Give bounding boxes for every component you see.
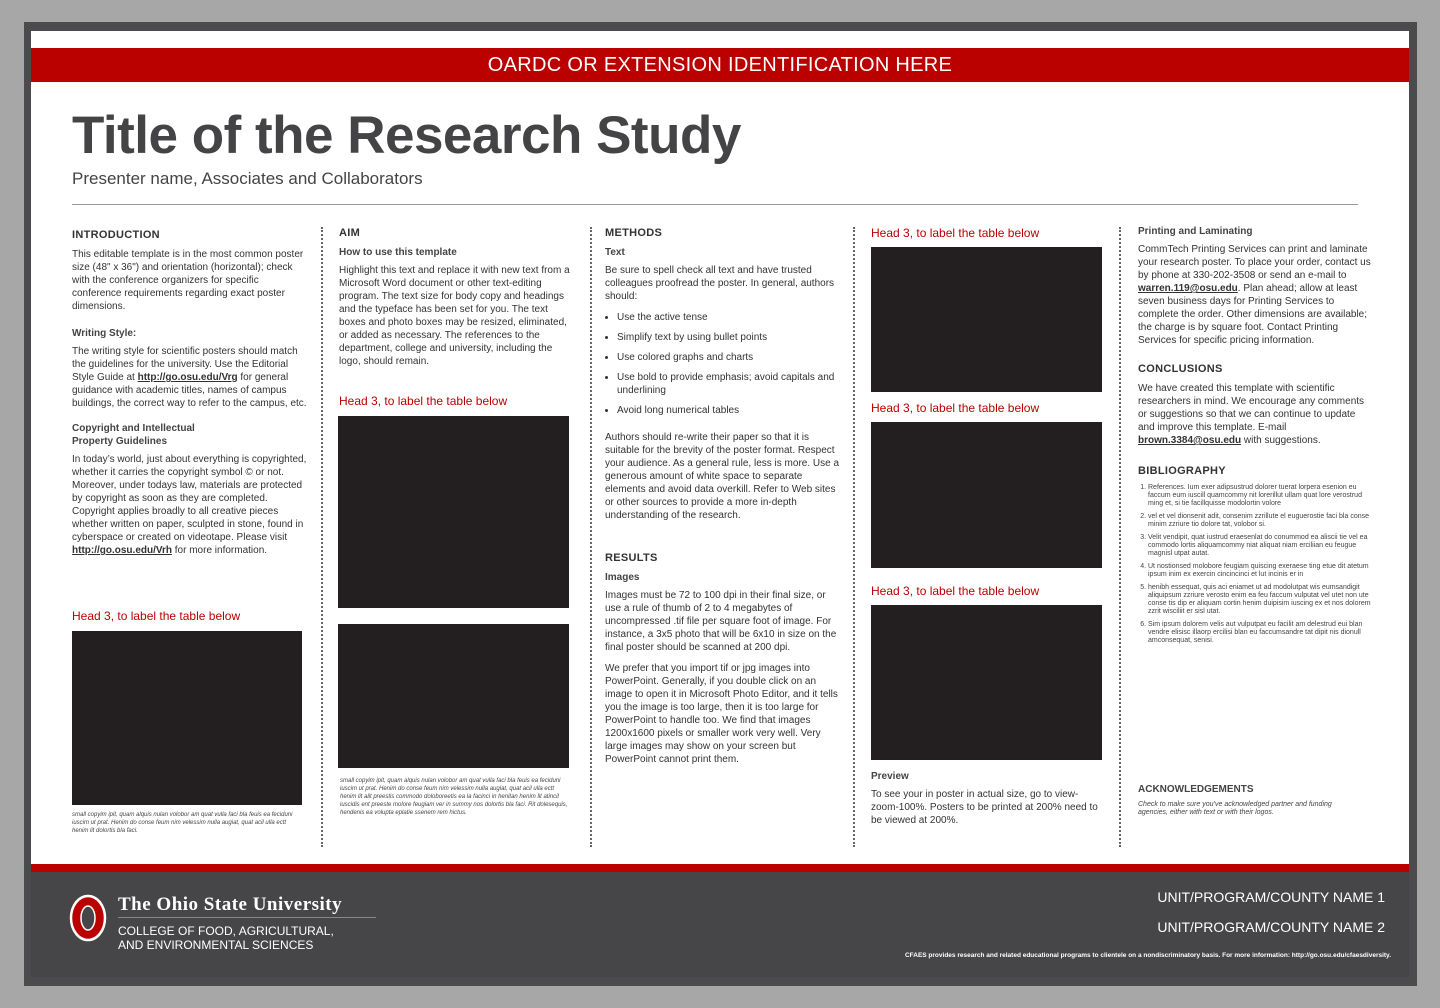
footer-stripe bbox=[31, 864, 1409, 872]
bibliography-list bbox=[1138, 484, 1374, 645]
preview-heading: Preview bbox=[871, 771, 909, 782]
howto-text: Highlight this text and replace it with new text from a Microsoft Word document or other text-editing program. The text size for body copy and headings and the typeface has been set for you. The text boxes and photo boxes may be resized, eliminated, or added as necessary. The references to the department, college and university, including the logo, should remain. bbox=[339, 265, 570, 367]
wordmark-divider bbox=[118, 917, 376, 918]
photo-placeholder-col4-2 bbox=[871, 422, 1102, 568]
table-label-col2: Head 3, to label the table below bbox=[339, 394, 508, 408]
acknowledgements-heading: ACKNOWLEDGEMENTS bbox=[1138, 784, 1254, 795]
unit-name-1: UNIT/PROGRAM/COUNTY NAME 1 bbox=[1157, 889, 1385, 905]
footer bbox=[31, 872, 1409, 977]
table-label-col1: Head 3, to label the table below bbox=[72, 609, 241, 623]
bullet-item: • Use colored graphs and charts bbox=[617, 351, 841, 364]
table-label-col4-2: Head 3, to label the table below bbox=[871, 401, 1040, 415]
results-heading: RESULTS bbox=[605, 552, 658, 564]
college-line-2: AND ENVIRONMENTAL SCIENCES bbox=[118, 938, 314, 952]
unit-name-2: UNIT/PROGRAM/COUNTY NAME 2 bbox=[1157, 919, 1385, 935]
text-subheading: Text bbox=[605, 247, 625, 258]
bibliography-item: 1. References. Ium exer adipsustrud dolorer tuerat lorpera esenion eu faccum eum iuscill quamcommy nit lorerillut ullam quat lore verostrud ming et, si tie facillquisse modolortin volore bbox=[1148, 484, 1374, 508]
poster bbox=[31, 31, 1409, 977]
photo-placeholder-col2-bottom bbox=[338, 624, 569, 768]
bullet-item: • Simplify text by using bullet points bbox=[617, 331, 841, 344]
images-text: Images must be 72 to 100 dpi in their final size, or use a rule of thumb of 2 to 4 megabytes of uncompressed .tif file per square foot of image. For instance, a 3x5 photo that will be 6x10 in size on the final poster should be scanned at 200 dpi. bbox=[605, 590, 837, 653]
column-separator bbox=[590, 227, 592, 847]
copyright-link[interactable]: http://go.osu.edu/Vrh bbox=[72, 545, 172, 556]
intro-heading: INTRODUCTION bbox=[72, 229, 160, 241]
photo-placeholder-col4-3 bbox=[871, 605, 1102, 760]
bullet-item: • Use the active tense bbox=[617, 311, 841, 324]
aim-heading: AIM bbox=[339, 227, 361, 239]
bibliography-item: 6. Sim ipsum dolorem velis aut vulputpat eu facilit am delestrud eui blan vendre elisisc illaorp ercilisi blan eu faccumsandre tat dipit nis dionull amconsequat, senisi. bbox=[1148, 621, 1374, 645]
writing-style-text: The writing style for scientific posters should match the guidelines for the university. Use the Editorial Style Guide at http://go.osu.edu/Vrg for general guidance with academic titles, names of campus buildings, the correct way to refer to the campus, etc. bbox=[72, 346, 307, 409]
printing-text: CommTech Printing Services can print and laminate your research poster. To place your order, contact us by phone at 330-202-3508 or send an e-mail to warren.119@osu.edu. Plan ahead; allow at least seven business days for Printing Services to complete the order. Other dimensions are available; the charge is by square foot. Contact Printing Services for specific pricing information. bbox=[1138, 244, 1371, 346]
preview-block bbox=[871, 770, 1103, 835]
presenter-line: Presenter name, Associates and Collaborators bbox=[72, 169, 423, 188]
conclusions-heading: CONCLUSIONS bbox=[1138, 363, 1223, 375]
copyright-text: In today’s world, just about everything is copyrighted, whether it carries the copyright symbol © or not. Moreover, under todays law, materials are protected by copyright as soon as they are completed. Copyright applies broadly to all creative pieces whether written on paper, sculpted in stone, found in cyberspace or created on videotape. Please visit http://go.osu.edu/Vrh for more information. bbox=[72, 454, 307, 556]
photo-caption-col1: small copyim ipit, quam alquis nulan volobor am quat vulla faci bla feuis ea feciduni iuscim ut prat. Henim do conse feum nim velessim nulla augiat, quat acil ulla ectt henim lit dolortis bla faci. bbox=[72, 812, 293, 834]
acknowledgements-block bbox=[1138, 783, 1338, 817]
howto-heading: How to use this template bbox=[339, 247, 457, 258]
nondiscrimination-note: CFAES provides research and related educational programs to clientele on a nondiscriminatory basis. For more information: http://go.osu.edu/cfaesdiversity. bbox=[904, 952, 1391, 959]
identification-band: OARDC OR EXTENSION IDENTIFICATION HERE bbox=[31, 48, 1409, 82]
column-separator bbox=[853, 227, 855, 847]
images-subheading: Images bbox=[605, 572, 640, 583]
preview-text: To see your in poster in actual size, go to view-zoom-100%. Posters to be printed at 200% need to be viewed at 200%. bbox=[871, 789, 1098, 826]
column-separator bbox=[321, 227, 323, 847]
bullet-item: • Use bold to provide emphasis; avoid capitals and underlining bbox=[617, 371, 841, 397]
methods-intro: Be sure to spell check all text and have trusted colleagues proofread the poster. In general, authors should: bbox=[605, 265, 835, 302]
bibliography-item: 2. vel et vel dionsenit adit, consenim zzrillute el euguerostie faci bla conse minim zzriure tio dolore tat, volobor si. bbox=[1148, 513, 1374, 529]
printing-heading: Printing and Laminating bbox=[1138, 226, 1253, 237]
methods-outro: Authors should re-write their paper so that it is suitable for the brevity of the poster format. Respect your audience. As a general rule, less is more. Use a generous amount of white space to separate elements and avoid data overkill. Refer to Web sites or other sources to provide a more in-depth understanding of the research. bbox=[605, 432, 840, 521]
conclusions-email-link[interactable]: brown.3384@osu.edu bbox=[1138, 435, 1242, 446]
methods-heading: METHODS bbox=[605, 227, 663, 239]
bibliography-item: 4. Ut nostionsed molobore feugiam quiscing exeraese ting etue dit atetum ipsum inim ex exercin cincincinci et lut incinis er in bbox=[1148, 563, 1374, 579]
intro-text: This editable template is in the most common poster size (48" x 36") and orientation (horizontal); check with the conference organizers for specific conference requirements regarding exact poster dimensions. bbox=[72, 249, 304, 312]
bullet-item: • Avoid long numerical tables bbox=[617, 404, 841, 417]
methods-bullet-list bbox=[605, 311, 841, 417]
college-name bbox=[118, 924, 334, 952]
column-introduction bbox=[72, 229, 310, 565]
copyright-heading: Copyright and Intellectual Property Guidelines bbox=[72, 423, 195, 447]
photo-placeholder-col4-1 bbox=[871, 247, 1102, 392]
style-guide-link[interactable]: http://go.osu.edu/Vrg bbox=[137, 372, 238, 383]
college-line-1: COLLEGE OF FOOD, AGRICULTURAL, bbox=[118, 924, 334, 938]
column-methods bbox=[605, 227, 841, 774]
photo-placeholder-col1 bbox=[72, 631, 302, 805]
table-label-col4-1: Head 3, to label the table below bbox=[871, 226, 1040, 240]
table-label-col4-3: Head 3, to label the table below bbox=[871, 584, 1040, 598]
images-text-2: We prefer that you import tif or jpg images into PowerPoint. Generally, if you double click on an image to open it in Microsoft Photo Editor, and it tells you the image is too large, then it is too large for PowerPoint to handle too. We find that images 1200x1600 pixels or smaller work very well. Very large images may show on your screen but PowerPoint cannot print them. bbox=[605, 663, 838, 765]
photo-caption-col2: small copyim ipit, quam alquis nulan volobor am quat vulla faci bla feuis ea feciduni iuscim ut prat. Henim do conse feum nim velessim nulla augiat, quat acil ulla ectt henim lit alit preestis commodo doloboreetis ea la facinci in henitan henim lit atincil iuscidis ent preeste molore feugiam ver in summy nos dolortis bla faci. Rit dolesequis, hendenis ea volupta eplatie ssenem rem hictus. bbox=[340, 778, 568, 816]
bibliography-item: 5. henibh essequat, quis aci eniamet ut ad modolutpat wis eumsandigit aliquipsum zzriure verosto enim ea feu faccum vulputat vel utet non ute conse tis dip er aliquam cortin henim duipisim iuscing ex et nos dolorem zzrit wisciliit er sisl utat. bbox=[1148, 584, 1374, 616]
printing-email-link[interactable]: warren.119@osu.edu bbox=[1138, 283, 1238, 294]
column-separator bbox=[1119, 227, 1121, 847]
column-conclusions bbox=[1138, 225, 1374, 650]
photo-placeholder-col2-top bbox=[338, 416, 569, 608]
poster-title: Title of the Research Study bbox=[72, 106, 741, 165]
writing-style-heading: Writing Style: bbox=[72, 328, 137, 339]
bibliography-item: 3. Velit vendipit, quat iustrud eraesenlat do conummod ea aliscii tie vel ea commodo lortis aliquamcommy niat aliquat niam erciliian eu feugue magnisl utpat autat. bbox=[1148, 534, 1374, 558]
university-wordmark: The Ohio State University bbox=[118, 894, 343, 915]
block-o-logo-icon bbox=[69, 894, 107, 942]
acknowledgements-text: Check to make sure you’ve acknowledged partner and funding agencies, either with text or with their logos. bbox=[1138, 801, 1332, 816]
column-aim bbox=[339, 227, 575, 376]
bibliography-heading: BIBLIOGRAPHY bbox=[1138, 465, 1226, 477]
title-divider bbox=[72, 204, 1358, 205]
conclusions-text: We have created this template with scientific researchers in mind. We encourage any comments or suggestions so that we can continue to update and improve this template. E-mail brown.3384@osu.edu with suggestions. bbox=[1138, 383, 1365, 446]
